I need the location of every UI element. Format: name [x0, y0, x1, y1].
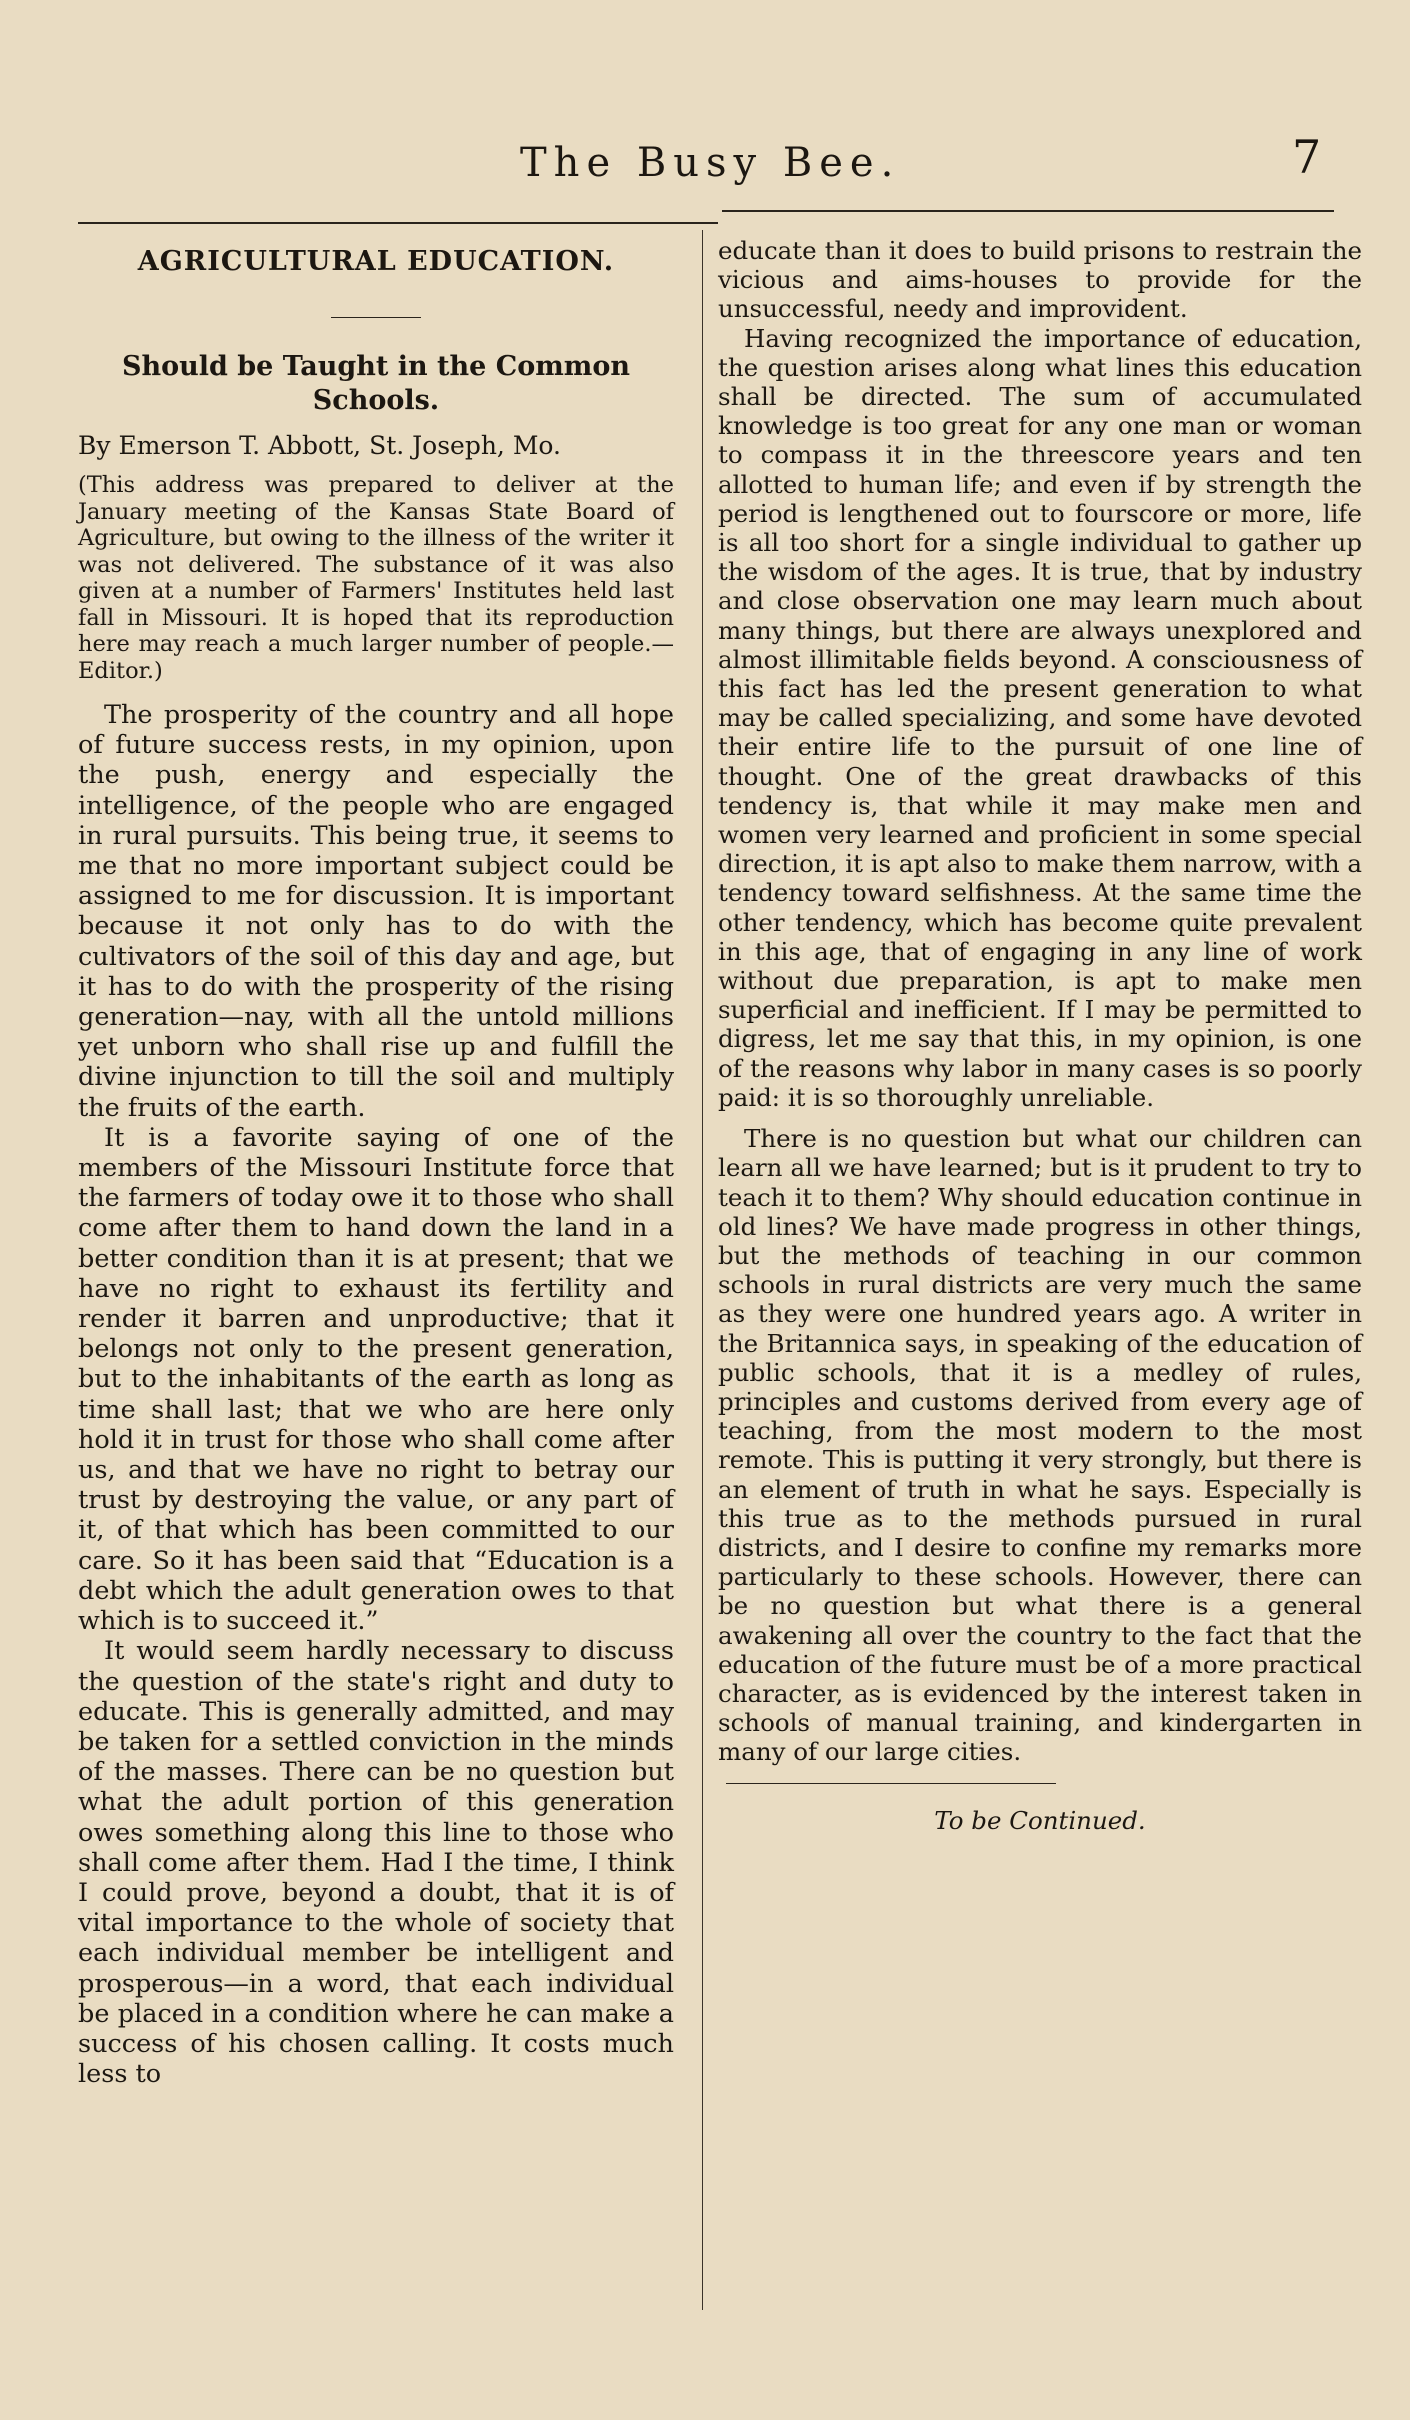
right-body	[718, 236, 1362, 1767]
left-body	[78, 700, 674, 2089]
page-header	[0, 130, 1410, 190]
article-byline: By Emerson T. Abbott, St. Joseph, Mo.	[78, 431, 561, 460]
article-subtitle: Should be Taught in the Common Schools.	[121, 351, 631, 416]
title-rule	[331, 317, 421, 318]
column-divider	[702, 230, 703, 2310]
paragraph: educate than it does to build prisons to restrain the vicious and aims-houses to provide for the unsuccessful, needy and improvident.	[718, 236, 1362, 324]
header-rule-left	[78, 222, 718, 224]
header-rule-right	[722, 210, 1334, 212]
page-number: 7	[1292, 130, 1322, 184]
editor-note: (This address was prepared to deliver at the January meeting of the Kansas State Board of Agriculture, but owing to the illness of the writer it was not delivered. The substance of it was also given at a number of Farmers' Institutes held last fall in Missouri. It is hoped that its reproduction here may reach a much larger number of people.—Editor.)	[78, 472, 674, 684]
masthead: The Busy Bee.	[520, 140, 901, 186]
article-title: AGRICULTURAL EDUCATION.	[137, 246, 615, 277]
paragraph: Having recognized the importance of education, the question arises along what lines this education shall be directed. The sum of accumulated knowledge is too great for any one man or woman to compass it in the threescore years and ten allotted to human life; and even if by strength the period is lengthened out to fourscore or more, life is all too short for a single individual to gather up the wisdom of the ages. It is true, that by industry and close observation one may learn much about many things, but there are always unexplored and almost illimitable fields beyond. A consciousness of this fact has led the present generation to what may be called specializing, and some have devoted their entire life to the pursuit of one line of thought. One of the great drawbacks of this tendency is, that while it may make men and women very learned and proficient in some special direction, it is apt also to make them narrow, with a tendency toward selfishness. At the same time the other tendency, which has become quite prevalent in this age, that of engaging in any line of work without due preparation, is apt to make men superficial and inefficient. If I may be permitted to digress, let me say that this, in my opinion, is one of the reasons why labor in many cases is so poorly paid: it is so thoroughly unreliable.	[718, 323, 1362, 1112]
paragraph: It is a favorite saying of one of the members of the Missouri Institute force that the farmers of today owe it to those who shall come after them to hand down the land in a better condition than it is at present; that we have no right to exhaust its fertility and render it barren and unproductive; that it belongs not only to the present generation, but to the inhabitants of the earth as long as time shall last; that we who are here only hold it in trust for those who shall come after us, and that we have no right to betray our trust by destroying the value, or any part of it, of that which has been committed to our care. So it has been said that “Education is a debt which the adult generation owes to that which is to succeed it.”	[78, 1122, 674, 1637]
left-column	[78, 236, 674, 2089]
paragraph: There is no question but what our children can learn all we have learned; but is it prudent to try to teach it to them? Why should education continue in old lines? We have made progress in other things, but the methods of teaching in our common schools in rural districts are very much the same as they were one hundred years ago. A writer in the Britannica says, in speaking of the education of public schools, that it is a medley of rules, principles and customs derived from every age of teaching, from the most modern to the most remote. This is putting it very strongly, but there is an element of truth in what he says. Especially is this true as to the methods pursued in rural districts, and I desire to confine my remarks more particularly to these schools. However, there can be no question but what there is a general awakening all over the country to the fact that the education of the future must be of a more practical character, as is evidenced by the interest taken in schools of manual training, and kindergarten in many of our large cities.	[718, 1124, 1362, 1767]
paragraph: It would seem hardly necessary to discuss the question of the state's right and duty to educate. This is generally admitted, and may be taken for a settled conviction in the minds of the masses. There can be no question but what the adult portion of this generation owes something along this line to those who shall come after them. Had I the time, I think I could prove, beyond a doubt, that it is of vital importance to the whole of society that each individual member be intelligent and prosperous—in a word, that each individual be placed in a condition where he can make a success of his chosen calling. It costs much less to	[78, 1636, 674, 2090]
right-column	[718, 236, 1362, 1835]
to-be-continued: To be Continued.	[934, 1805, 1146, 1835]
paragraph: The prosperity of the country and all hope of future success rests, in my opinion, upon the push, energy and especially the intelligence, of the people who are engaged in rural pursuits. This being true, it seems to me that no more important subject could be assigned to me for discussion. It is important because it not only has to do with the cultivators of the soil of this day and age, but it has to do with the prosperity of the rising generation—nay, with all the untold millions yet unborn who shall rise up and fulfill the divine injunction to till the soil and multiply the fruits of the earth.	[78, 700, 674, 1123]
end-rule	[726, 1783, 1056, 1784]
